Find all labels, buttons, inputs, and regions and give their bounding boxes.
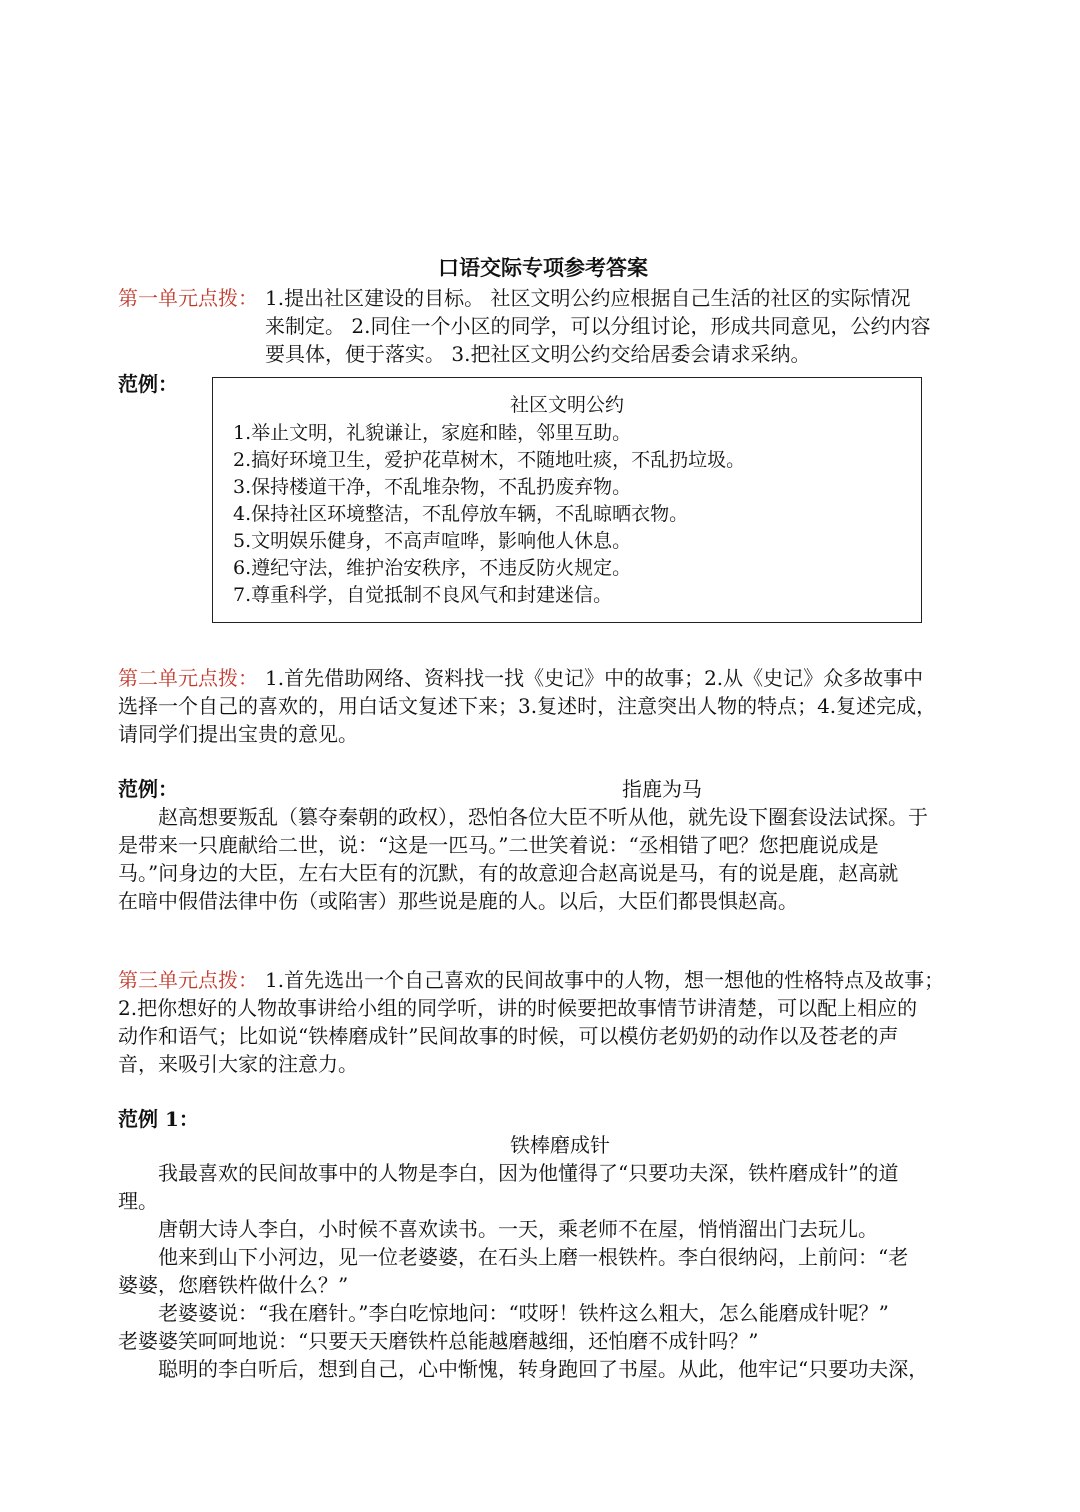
page-title: 口语交际专项参考答案 bbox=[438, 255, 648, 280]
convention-item: 3.保持楼道干净，不乱堆杂物，不乱扔废弃物。 bbox=[233, 476, 632, 498]
unit3-hint-line: 音，来吸引大家的注意力。 bbox=[118, 1052, 358, 1076]
story-line: 我最喜欢的民间故事中的人物是李白，因为他懂得了“只要功夫深，铁杵磨成针”的道 bbox=[158, 1161, 899, 1185]
unit1-hint-line: 要具体，便于落实。 3.把社区文明公约交给居委会请求采纳。 bbox=[265, 342, 811, 366]
story-line: 老婆婆笑呵呵地说：“只要天天磨铁杵总能越磨越细，还怕磨不成针吗？” bbox=[118, 1329, 759, 1353]
story-line: 婆婆，您磨铁杵做什么？” bbox=[118, 1273, 349, 1297]
convention-item: 1.举止文明，礼貌谦让，家庭和睦，邻里互助。 bbox=[233, 422, 632, 444]
convention-item: 5.文明娱乐健身，不高声喧哗，影响他人休息。 bbox=[233, 530, 632, 552]
unit1-example-label: 范例： bbox=[118, 372, 178, 396]
unit3-hint-label: 第三单元点拨： bbox=[118, 968, 258, 992]
unit1-hint-label: 第一单元点拨： bbox=[118, 286, 258, 310]
unit2-example-label: 范例： bbox=[118, 777, 178, 801]
story-line: 是带来一只鹿献给二世，说：“这是一匹马。”二世笑着说：“丞相错了吧？您把鹿说成是 bbox=[118, 833, 879, 857]
convention-item: 2.搞好环境卫生，爱护花草树木，不随地吐痰，不乱扔垃圾。 bbox=[233, 449, 746, 471]
unit3-hint-line: 1.首先选出一个自己喜欢的民间故事中的人物，想一想他的性格特点及故事； bbox=[265, 968, 945, 992]
unit2-hint-label: 第二单元点拨： bbox=[118, 666, 258, 690]
unit3-hint-line: 2.把你想好的人物故事讲给小组的同学听，讲的时候要把故事情节讲清楚，可以配上相应的 bbox=[118, 996, 918, 1020]
story-line: 聪明的李白听后，想到自己，心中惭愧，转身跑回了书屋。从此，他牢记“只要功夫深， bbox=[158, 1357, 929, 1381]
unit2-hint-line: 1.首先借助网络、资料找一找《史记》中的故事；2.从《史记》众多故事中 bbox=[265, 666, 924, 690]
story-line: 赵高想要叛乱（篡夺秦朝的政权），恐怕各位大臣不听从他，就先设下圈套设法试探。于 bbox=[158, 805, 928, 829]
convention-item: 4.保持社区环境整洁，不乱停放车辆，不乱晾晒衣物。 bbox=[233, 503, 689, 525]
story-line: 理。 bbox=[118, 1189, 158, 1213]
story-line: 唐朝大诗人李白，小时候不喜欢读书。一天，乘老师不在屋，悄悄溜出门去玩儿。 bbox=[158, 1217, 878, 1241]
story-line: 马。”问身边的大臣，左右大臣有的沉默，有的故意迎合赵高说是马，有的说是鹿，赵高就 bbox=[118, 861, 899, 885]
convention-item: 6.遵纪守法，维护治安秩序，不违反防火规定。 bbox=[233, 557, 632, 579]
story-title-zhiluweima: 指鹿为马 bbox=[622, 777, 702, 801]
unit2-hint-line: 选择一个自己的喜欢的，用白话文复述下来；3.复述时，注意突出人物的特点；4.复述完成， bbox=[118, 694, 937, 718]
story-line: 他来到山下小河边，见一位老婆婆，在石头上磨一根铁杵。李白很纳闷，上前问：“老 bbox=[158, 1245, 909, 1269]
story-line: 老婆婆说：“我在磨针。”李白吃惊地问：“哎呀！铁杵这么粗大，怎么能磨成针呢？” bbox=[158, 1301, 889, 1325]
story-title-tiebangmochengzhen: 铁棒磨成针 bbox=[510, 1133, 610, 1157]
unit2-hint-line: 请同学们提出宝贵的意见。 bbox=[118, 722, 358, 746]
unit1-hint-line: 1.提出社区建设的目标。 社区文明公约应根据自己生活的社区的实际情况 bbox=[265, 286, 911, 310]
unit3-example-label: 范例 1： bbox=[118, 1107, 199, 1131]
community-convention-box bbox=[212, 377, 922, 623]
convention-item: 7.尊重科学，自觉抵制不良风气和封建迷信。 bbox=[233, 584, 613, 606]
story-line: 在暗中假借法律中伤（或陷害）那些说是鹿的人。以后，大臣们都畏惧赵高。 bbox=[118, 889, 798, 913]
unit3-hint-line: 动作和语气；比如说“铁棒磨成针”民间故事的时候，可以模仿老奶奶的动作以及苍老的声 bbox=[118, 1024, 899, 1048]
convention-title: 社区文明公约 bbox=[509, 394, 624, 416]
unit1-hint-line: 来制定。 2.同住一个小区的同学，可以分组讨论，形成共同意见，公约内容 bbox=[265, 314, 931, 338]
